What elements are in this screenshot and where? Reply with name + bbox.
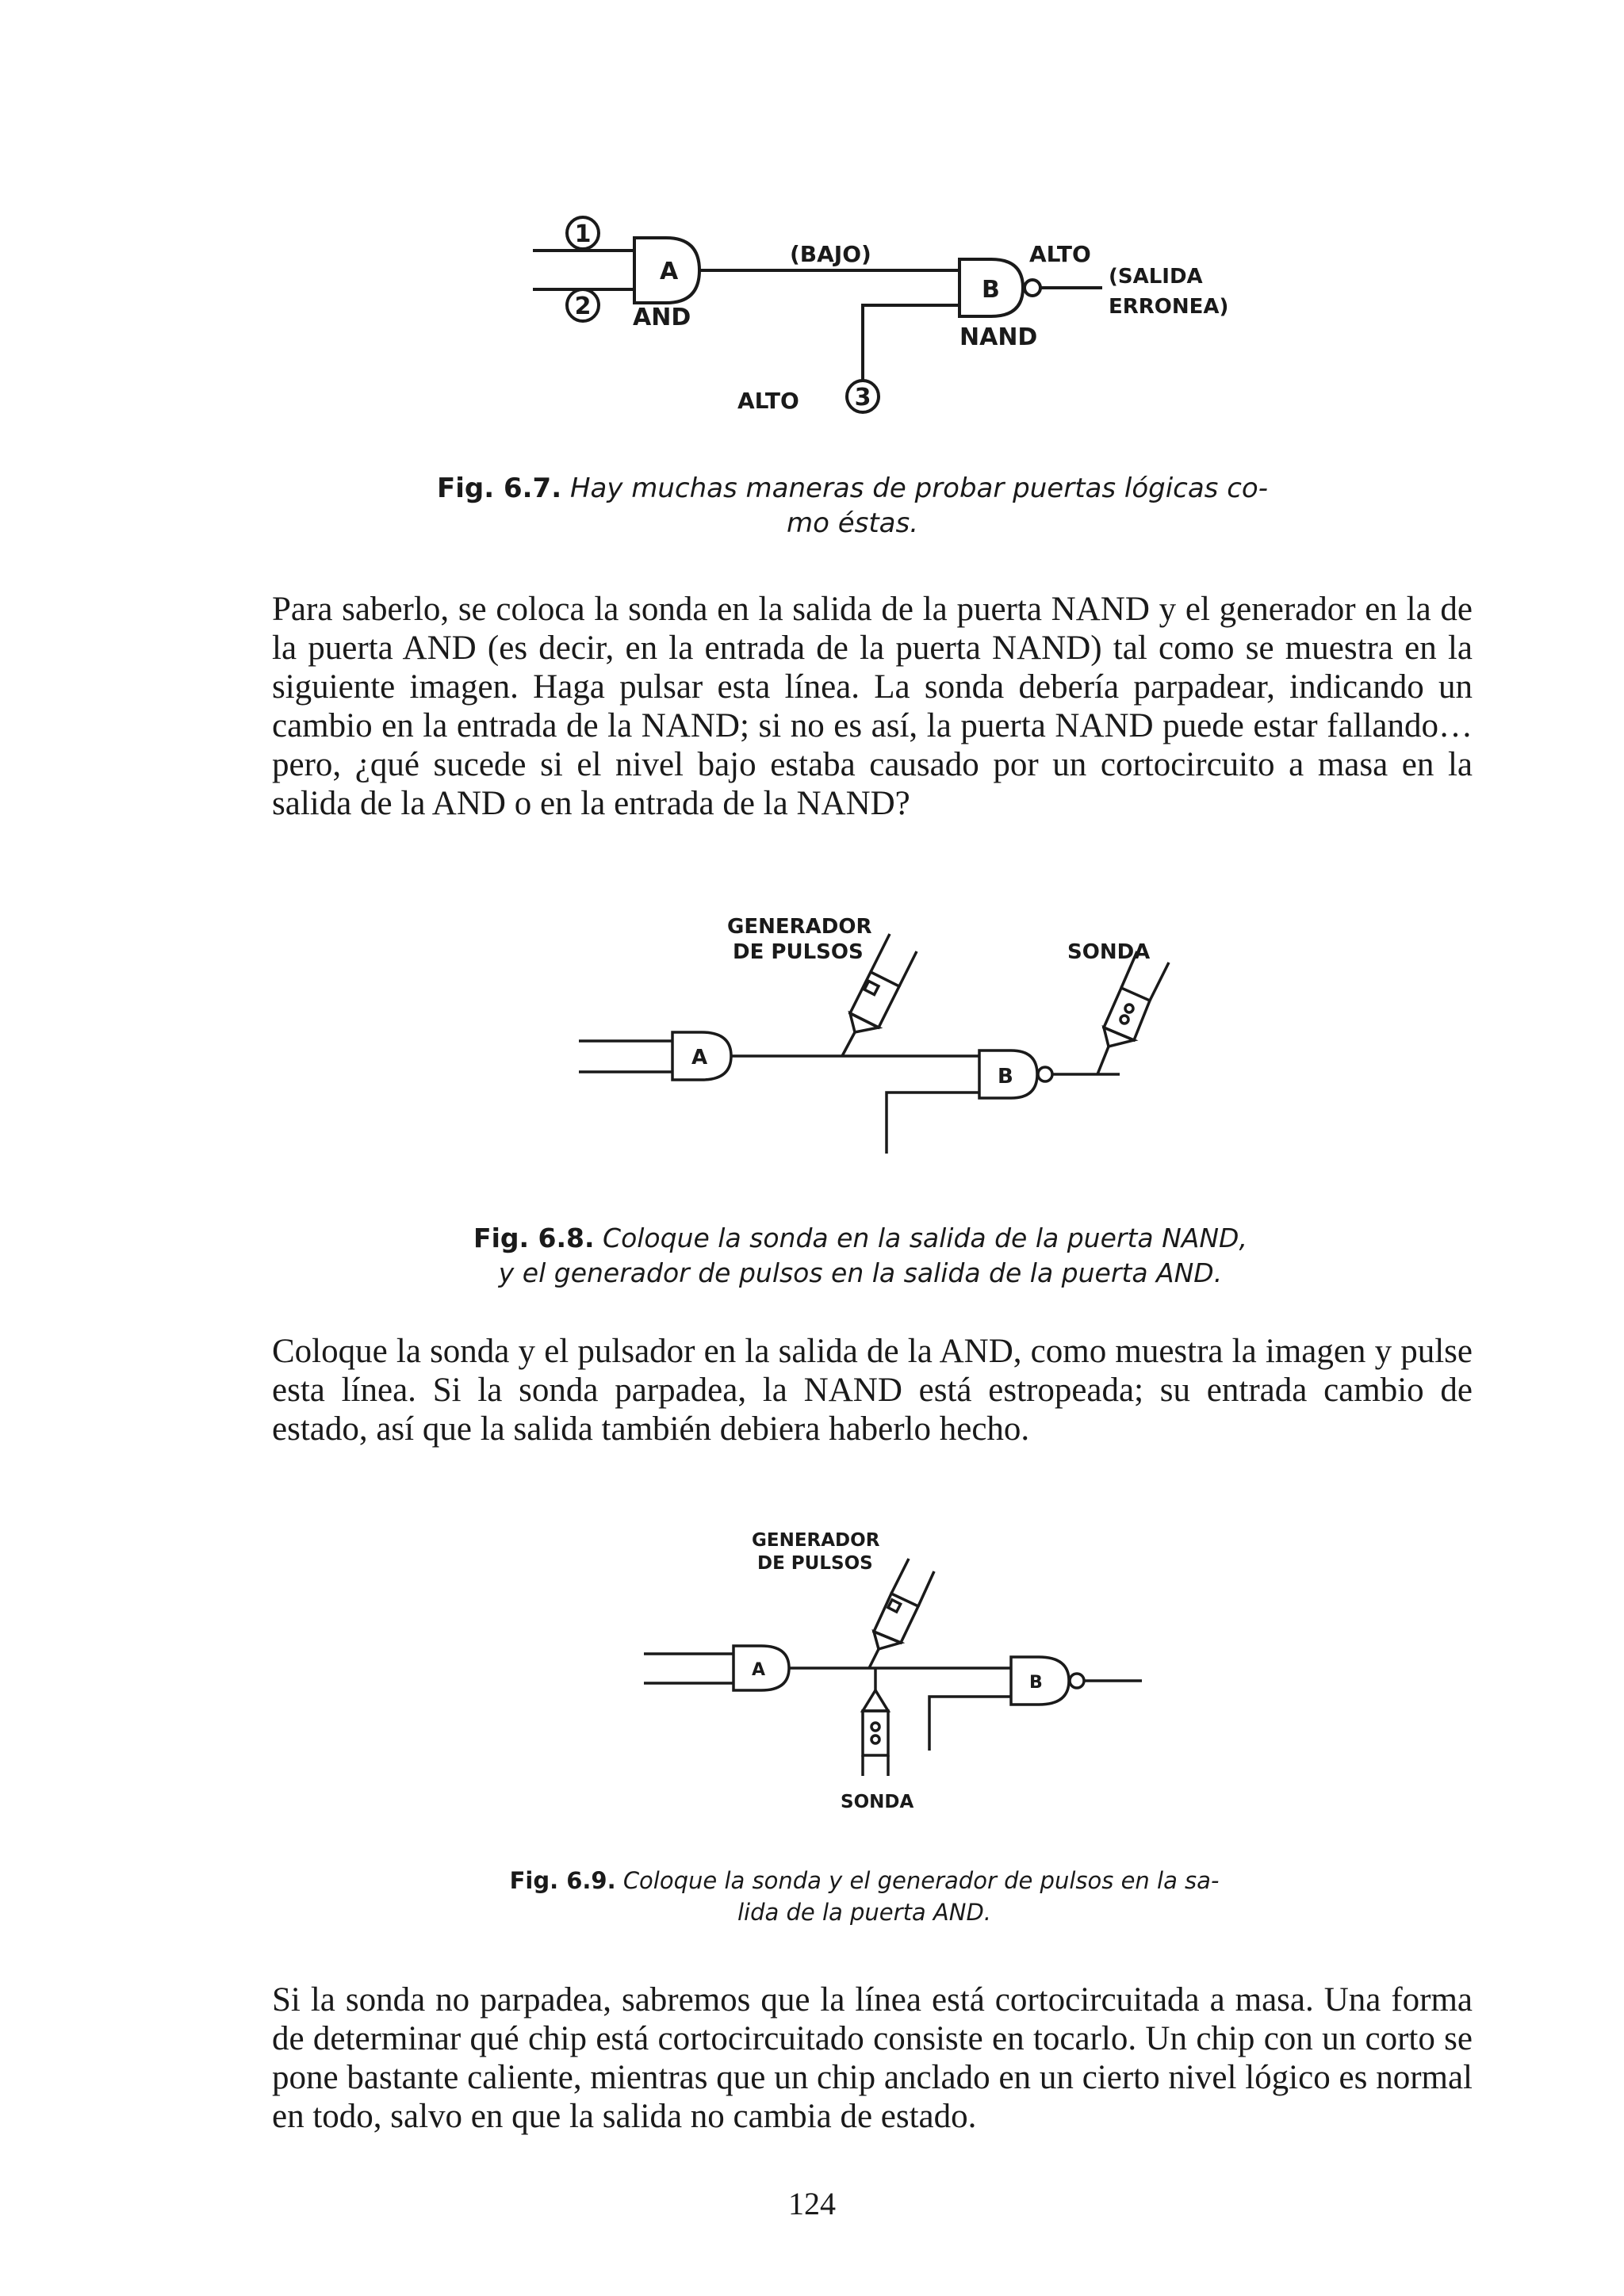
caption-line-1: [396, 471, 1308, 506]
input-line-3: [863, 305, 959, 381]
paragraph-2: Coloque la sonda y el pulsador en la salida de la AND, como muestra la imagen y pulse esta línea. Si la sonda parpadea, la NAND está estropeada; su entrada cambio de estado, así que la salida también debiera haberlo hecho.: [272, 1333, 1473, 1448]
caption-text: Coloque la sonda y el generador de pulsos en la sa-: [622, 1867, 1220, 1894]
caption-line-2: mo éstas.: [786, 507, 919, 539]
nand-gate-b-bubble: [1025, 280, 1040, 296]
gate-a-label: A: [660, 258, 679, 285]
output-state-label: ALTO: [1029, 241, 1091, 267]
pulse-generator-pen: [869, 1559, 934, 1668]
input-3-state-label: ALTO: [737, 388, 799, 414]
caption-line-2: y el generador de pulsos en la salida de la puerta AND.: [498, 1257, 1223, 1288]
figure-6-8-caption: [412, 1221, 1308, 1291]
figure-6-9-diagram: [0, 1506, 1624, 1823]
input-line-3: [929, 1697, 1011, 1751]
gate-b-label: B: [1029, 1673, 1043, 1693]
probe-pen: [863, 1668, 888, 1776]
paragraph-1: Para saberlo, se coloca la sonda en la salida de la puerta NAND y el generador en la de la puerta AND (es decir, en la entrada de la puerta NAND) tal como se muestra en la siguiente imagen. Haga pulsar esta línea. La sonda debería parpadear, indicando un cambio en la entrada de la NAND; si no es así, la puerta NAND puede estar fallando… pero, ¿qué sucede si el nivel bajo estaba causado por un cortocircuito a masa en la salida de la AND o en la entrada de la NAND?: [272, 591, 1473, 822]
probe-label: SONDA: [841, 1792, 914, 1812]
nand-gate-b-bubble: [1070, 1674, 1084, 1688]
gate-a-label: A: [691, 1046, 708, 1070]
figure-6-9: [0, 1506, 1624, 1823]
caption-text: Coloque la sonda en la salida de la puerta NAND,: [603, 1223, 1247, 1253]
caption-label: Fig. 6.9.: [509, 1867, 616, 1894]
figure-6-7-caption: [396, 471, 1308, 541]
generator-label-line1: GENERADOR: [752, 1530, 880, 1551]
figure-6-7-diagram: [0, 0, 1624, 492]
generator-label-line1: GENERADOR: [727, 915, 872, 939]
gate-b-type-label: NAND: [959, 323, 1038, 351]
caption-line-2: lida de la puerta AND.: [737, 1899, 992, 1926]
wire-state-label: (BAJO): [790, 241, 871, 267]
gate-a-label: A: [752, 1660, 766, 1680]
generator-label-line2: DE PULSOS: [733, 940, 864, 964]
caption-line-1: [444, 1865, 1285, 1896]
figure-6-8: [0, 904, 1624, 1181]
gate-b-label: B: [982, 276, 1000, 304]
figure-6-7: [0, 0, 1624, 492]
input-2-label: 2: [574, 293, 592, 320]
output-note-line2: ERRONEA): [1109, 295, 1229, 319]
probe-pen: [1097, 951, 1169, 1074]
input-1-label: 1: [574, 220, 592, 248]
page-number: 124: [788, 2186, 836, 2221]
caption-label: Fig. 6.8.: [473, 1223, 595, 1253]
input-3-label: 3: [854, 384, 871, 411]
caption-text: Hay muchas maneras de probar puertas lógicas co-: [569, 473, 1268, 504]
output-note-line1: (SALIDA: [1109, 265, 1203, 289]
caption-line-1: [412, 1221, 1308, 1256]
paragraph-3: Si la sonda no parpadea, sabremos que la línea está cortocircuitada a masa. Una forma de determinar qué chip está cortocircuitado consiste en tocarlo. Un chip con un corto se pone bastante caliente, mientras que un chip anclado en un cierto nivel lógico es normal en todo, salvo en que la salida no cambia de estado.: [272, 1981, 1473, 2135]
probe-label: SONDA: [1067, 940, 1151, 964]
figure-6-8-diagram: [0, 904, 1624, 1181]
gate-b-label: B: [998, 1065, 1013, 1089]
nand-gate-b-bubble: [1038, 1067, 1052, 1081]
caption-label: Fig. 6.7.: [437, 473, 562, 504]
figure-6-9-caption: [444, 1865, 1285, 1928]
generator-label-line2: DE PULSOS: [757, 1553, 873, 1574]
input-line-3: [887, 1093, 979, 1154]
gate-a-type-label: AND: [633, 304, 691, 331]
